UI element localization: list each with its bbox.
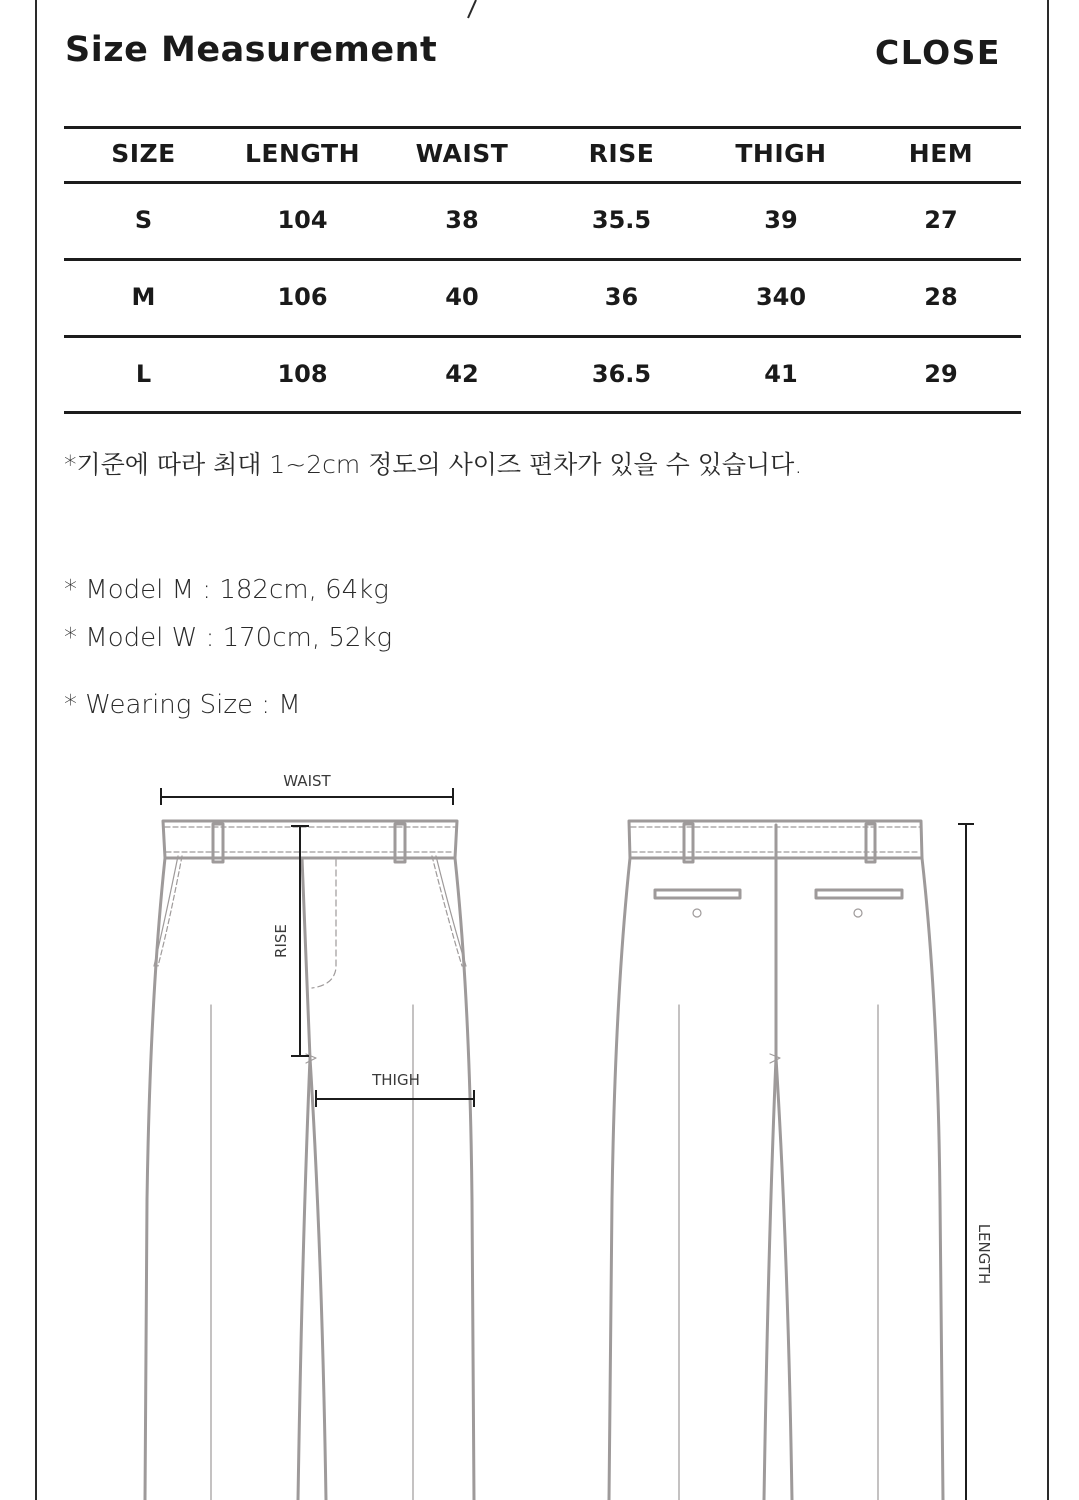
model-w-info: * Model W : 170cm, 52kg (64, 623, 393, 653)
cell-waist: 38 (445, 206, 479, 234)
pants-front-view (145, 821, 474, 1500)
length-label: LENGTH (975, 1223, 993, 1285)
cell-waist: 40 (445, 283, 479, 311)
wearing-size-info: * Wearing Size : M (64, 690, 301, 720)
column-header-waist: WAIST (415, 139, 509, 168)
waist-dimension-line (161, 788, 453, 805)
thigh-label: THIGH (372, 1071, 420, 1089)
cell-size: S (134, 206, 153, 234)
cell-waist: 42 (445, 360, 479, 388)
cell-length: 108 (277, 360, 328, 388)
cell-hem: 27 (924, 206, 958, 234)
thigh-dimension-line (316, 1090, 474, 1107)
waist-label: WAIST (283, 772, 331, 790)
column-header-rise: RISE (588, 139, 655, 168)
cell-hem: 29 (924, 360, 958, 388)
column-header-length: LENGTH (245, 139, 360, 168)
cell-thigh: 41 (764, 360, 798, 388)
column-header-thigh: THIGH (735, 139, 827, 168)
cell-size: M (131, 283, 156, 311)
cell-thigh: 340 (755, 283, 807, 311)
cell-length: 106 (277, 283, 328, 311)
cell-length: 104 (277, 206, 328, 234)
size-deviation-note: *기준에 따라 최대 1~2cm 정도의 사이즈 편차가 있을 수 있습니다. (64, 450, 803, 479)
close-button[interactable]: CLOSE (875, 33, 1001, 72)
length-dimension-line (958, 824, 974, 1500)
column-header-hem: HEM (908, 139, 974, 168)
cell-hem: 28 (924, 283, 958, 311)
cell-rise: 35.5 (591, 206, 652, 234)
page-title: Size Measurement (65, 30, 438, 70)
pants-back-view (609, 821, 943, 1500)
cell-rise: 36.5 (591, 360, 652, 388)
cell-thigh: 39 (764, 206, 798, 234)
rise-label: RISE (272, 924, 290, 958)
model-m-info: * Model M : 182cm, 64kg (64, 575, 389, 605)
cell-size: L (135, 360, 152, 388)
cell-rise: 36 (604, 283, 639, 311)
column-header-size: SIZE (111, 139, 176, 168)
